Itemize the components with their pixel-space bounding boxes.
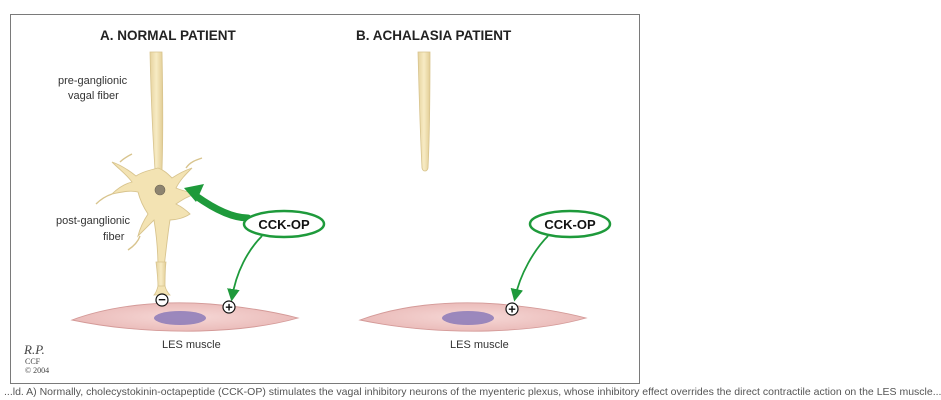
excitatory-sign-b: + xyxy=(508,301,516,317)
post-ganglionic-label-line1: post-ganglionic xyxy=(56,215,130,227)
cck-op-label-b: CCK-OP xyxy=(544,217,596,232)
artist-copyright: © 2004 xyxy=(25,366,50,375)
artist-initials: R.P. xyxy=(24,342,45,357)
artist-org: CCF xyxy=(25,357,41,366)
pre-ganglionic-label-line2: vagal fiber xyxy=(68,90,119,102)
neuron-cell-body xyxy=(96,154,202,268)
les-muscle-label-a: LES muscle xyxy=(162,339,221,351)
cck-to-neuron-arrow xyxy=(196,196,248,218)
panel-a-title: A. NORMAL PATIENT xyxy=(100,28,236,43)
neuron-nucleus xyxy=(155,185,165,195)
pre-ganglionic-fiber-b xyxy=(418,52,430,171)
inhibitory-sign: − xyxy=(158,292,166,307)
post-ganglionic-fiber xyxy=(156,262,166,288)
muscle-nucleus-a xyxy=(154,311,206,325)
pre-ganglionic-fiber xyxy=(150,52,163,170)
cck-to-muscle-arrow-a xyxy=(232,236,262,298)
muscle-nucleus-b xyxy=(442,311,494,325)
excitatory-sign-a: + xyxy=(225,299,233,315)
les-muscle-label-b: LES muscle xyxy=(450,339,509,351)
post-ganglionic-label-line2: fiber xyxy=(103,231,125,243)
figure-caption: ...ld. A) Normally, cholecystokinin-octapeptide (CCK-OP) stimulates the vagal inhibitory neurons of the myenteric plexus, whose inhibitory effect overrides the direct contractile action on the LES muscle... xyxy=(4,386,941,398)
cck-to-muscle-arrow-b xyxy=(515,236,548,298)
panel-b-title: B. ACHALASIA PATIENT xyxy=(356,28,512,43)
cck-op-label-a: CCK-OP xyxy=(258,217,310,232)
pre-ganglionic-label-line1: pre-ganglionic xyxy=(58,75,128,87)
